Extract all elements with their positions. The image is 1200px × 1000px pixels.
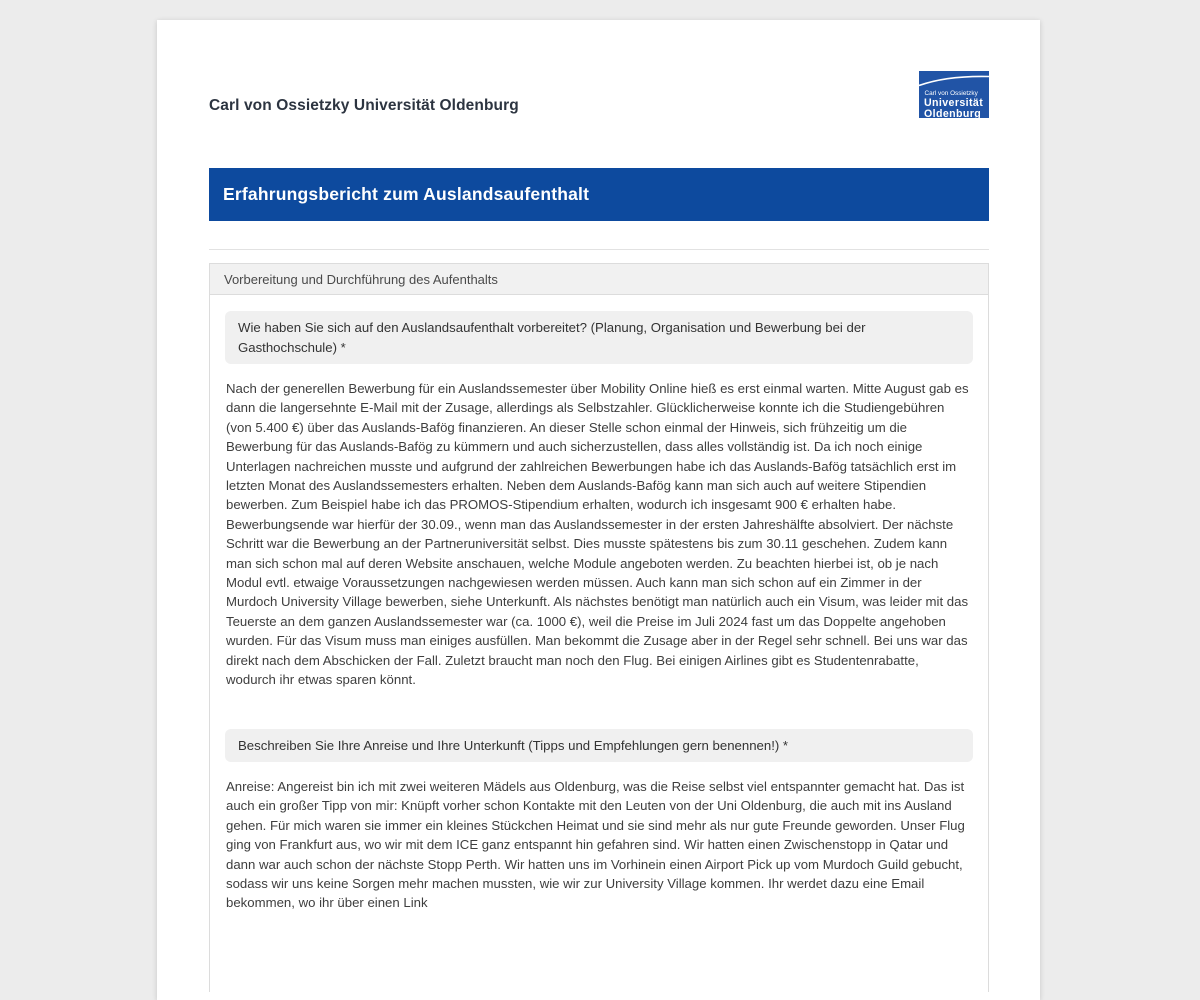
page-header	[209, 20, 989, 118]
university-logo-icon	[919, 71, 989, 118]
question-label-arrival-accommodation: Beschreiben Sie Ihre Anreise und Ihre Unterkunft (Tipps und Empfehlungen gern benennen!) *	[225, 729, 973, 763]
university-name: Carl von Ossietzky Universität Oldenburg	[209, 97, 519, 114]
divider	[209, 249, 989, 250]
section-body	[210, 295, 988, 992]
logo-line-1: Carl von Ossietzky	[924, 90, 978, 97]
report-card-content	[157, 20, 1040, 992]
question-label-preparation: Wie haben Sie sich auf den Auslandsaufenthalt vorbereitet? (Planung, Organisation und Bewerbung bei der Gasthochschule) *	[225, 311, 973, 364]
logo-line-3: Oldenburg	[924, 108, 982, 118]
report-title: Erfahrungsbericht zum Auslandsaufenthalt	[223, 184, 590, 204]
answer-text-arrival-accommodation: Anreise: Angereist bin ich mit zwei weiteren Mädels aus Oldenburg, was die Reise selbst viel entspannter gemacht hat. Das ist auch ein großer Tipp von mir: Knüpft vorher schon Kontakte mit den Leuten von der Uni Oldenburg, die auch mit ins Ausland gehen. Für mich waren sie immer ein kleines Stückchen Heimat und sie sind mehr als nur gute Freunde geworden. Unser Flug ging von Frankfurt aus, wo wir mit dem ICE ganz entspannt hin gefahren sind. Wir hatten einen Zwischenstopp in Qatar und dann war auch schon der nächste Stopp Perth. Wir hatten uns im Vorhinein einen Airport Pick up vom Murdoch Guild gebucht, sodass wir uns keine Sorgen mehr machen mussten, wie wir zur University Village kommen. Ihr werdet dazu eine Email bekommen, wo ihr über einen Link	[226, 779, 965, 911]
answer-text-preparation: Nach der generellen Bewerbung für ein Auslandssemester über Mobility Online hieß es erst einmal warten. Mitte August gab es dann die langersehnte E-Mail mit der Zusage, allerdings als Selbstzahler. Glücklicherweise konnte ich die Studiengebühren (von 5.400 €) über das Auslands-Bafög finanzieren. An dieser Stelle schon einmal der Hinweis, sich frühzeitig um die Bewerbung für das Auslands-Bafög zu kümmern und auch sicherzustellen, dass alles vollständig ist. Da ich noch einige Unterlagen nachreichen musste und aufgrund der zahlreichen Bewerbungen habe ich das Auslands-Bafög tatsächlich erst im letzten Monat des Auslandssemesters erhalten. Neben dem Auslands-Bafög kann man sich auch auf weitere Stipendien bewerben. Zum Beispiel habe ich das PROMOS-Stipendium erhalten, wodurch ich insgesamt 900 € erhalten habe. Bewerbungsende war hierfür der 30.09., wenn man das Auslandssemester in der ersten Jahreshälfte absolviert. Der nächste Schritt war die Bewerbung an der Partneruniversität selbst. Dies musste spätestens bis zum 30.11 geschehen. Zudem kann man sich schon mal auf deren Website anschauen, welche Module angeboten werden. Zu beachten hierbei ist, ob je nach Modul evtl. etwaige Voraussetzungen nachgewiesen werden müssen. Auch kann man sich schon auf ein Zimmer in der Murdoch University Village bewerben, siehe Unterkunft. Als nächstes benötigt man natürlich auch ein Visum, was leider mit das Teuerste an dem ganzen Auslandssemester war (ca. 1000 €), weil die Preise im Juli 2024 fast um das Doppelte angehoben wurden. Für das Visum muss man einiges ausfüllen. Man bekommt die Zusage aber in der Regel sehr schnell. Bei uns war das direkt nach dem Abschicken der Fall. Zuletzt braucht man noch den Flug. Bei einigen Airlines gibt es Studentenrabatte, wodurch ihr etwas sparen könnt.	[226, 381, 969, 688]
report-title-banner	[209, 168, 989, 221]
logo-line-2: Universität	[924, 97, 984, 109]
section-title: Vorbereitung und Durchführung des Aufenthalts	[224, 271, 498, 287]
report-card	[157, 20, 1040, 1000]
section-panel	[209, 263, 989, 992]
section-header	[210, 264, 988, 295]
university-logo	[919, 71, 989, 118]
